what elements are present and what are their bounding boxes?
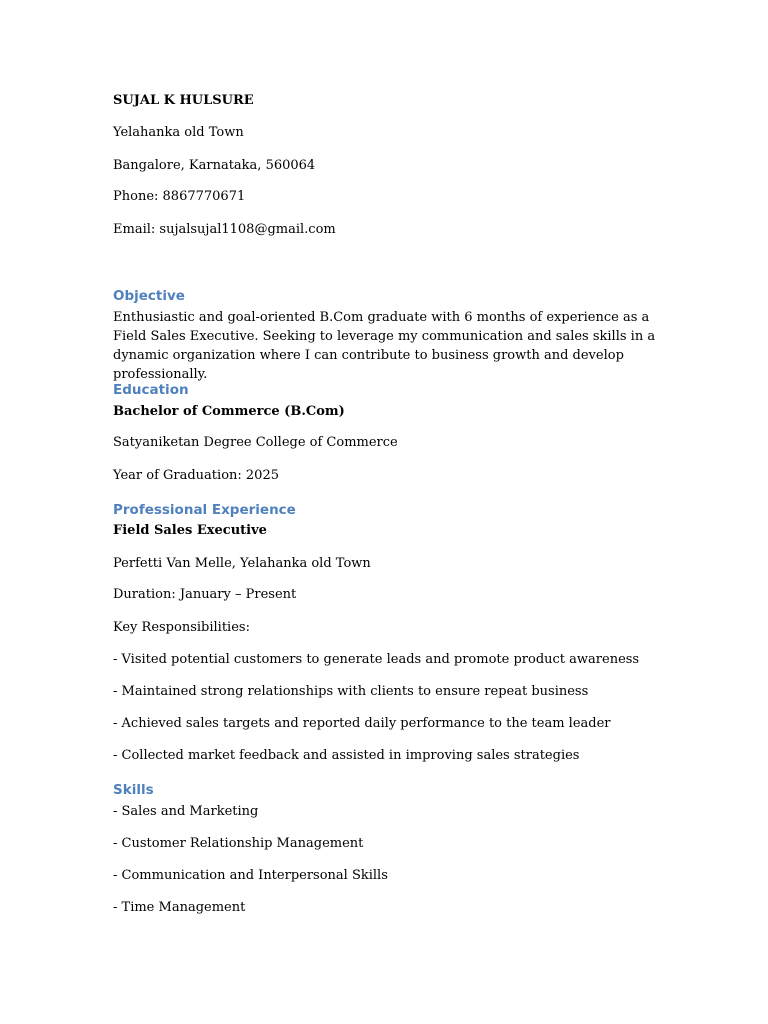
responsibility-item: - Achieved sales targets and reported daily performance to the team leader [113,716,611,731]
objective-text: Enthusiastic and goal-oriented B.Com graduate with 6 months of experience as a Field Sales Executive. Seeking to leverage my communication and sales skills in a dynamic organization where I can contribute to business growth and develop professionally. [113,310,656,382]
responsibilities-label: Key Responsibilities: [113,620,250,635]
experience-duration: Duration: January – Present [113,587,297,602]
objective-heading: Objective [113,288,185,304]
skill-item: - Communication and Interpersonal Skills [113,868,388,883]
email-line: Email: sujalsujal1108@gmail.com [113,222,336,237]
education-year: Year of Graduation: 2025 [113,468,279,483]
experience-heading: Professional Experience [113,502,296,518]
education-heading: Education [113,382,189,398]
address-line-2: Bangalore, Karnataka, 560064 [113,158,316,173]
education-college: Satyaniketan Degree College of Commerce [113,435,398,450]
skill-item: - Sales and Marketing [113,804,259,819]
skill-item: - Customer Relationship Management [113,836,364,851]
candidate-name: SUJAL K HULSURE [113,93,254,108]
skill-item: - Time Management [113,900,246,915]
responsibility-item: - Maintained strong relationships with clients to ensure repeat business [113,684,589,699]
experience-title: Field Sales Executive [113,523,267,538]
education-degree: Bachelor of Commerce (B.Com) [113,404,345,419]
experience-company: Perfetti Van Melle, Yelahanka old Town [113,556,371,571]
responsibility-item: - Visited potential customers to generate leads and promote product awareness [113,652,640,667]
address-line-1: Yelahanka old Town [113,125,244,140]
phone-line: Phone: 8867770671 [113,189,246,204]
skills-heading: Skills [113,782,154,798]
responsibility-item: - Collected market feedback and assisted in improving sales strategies [113,748,580,763]
